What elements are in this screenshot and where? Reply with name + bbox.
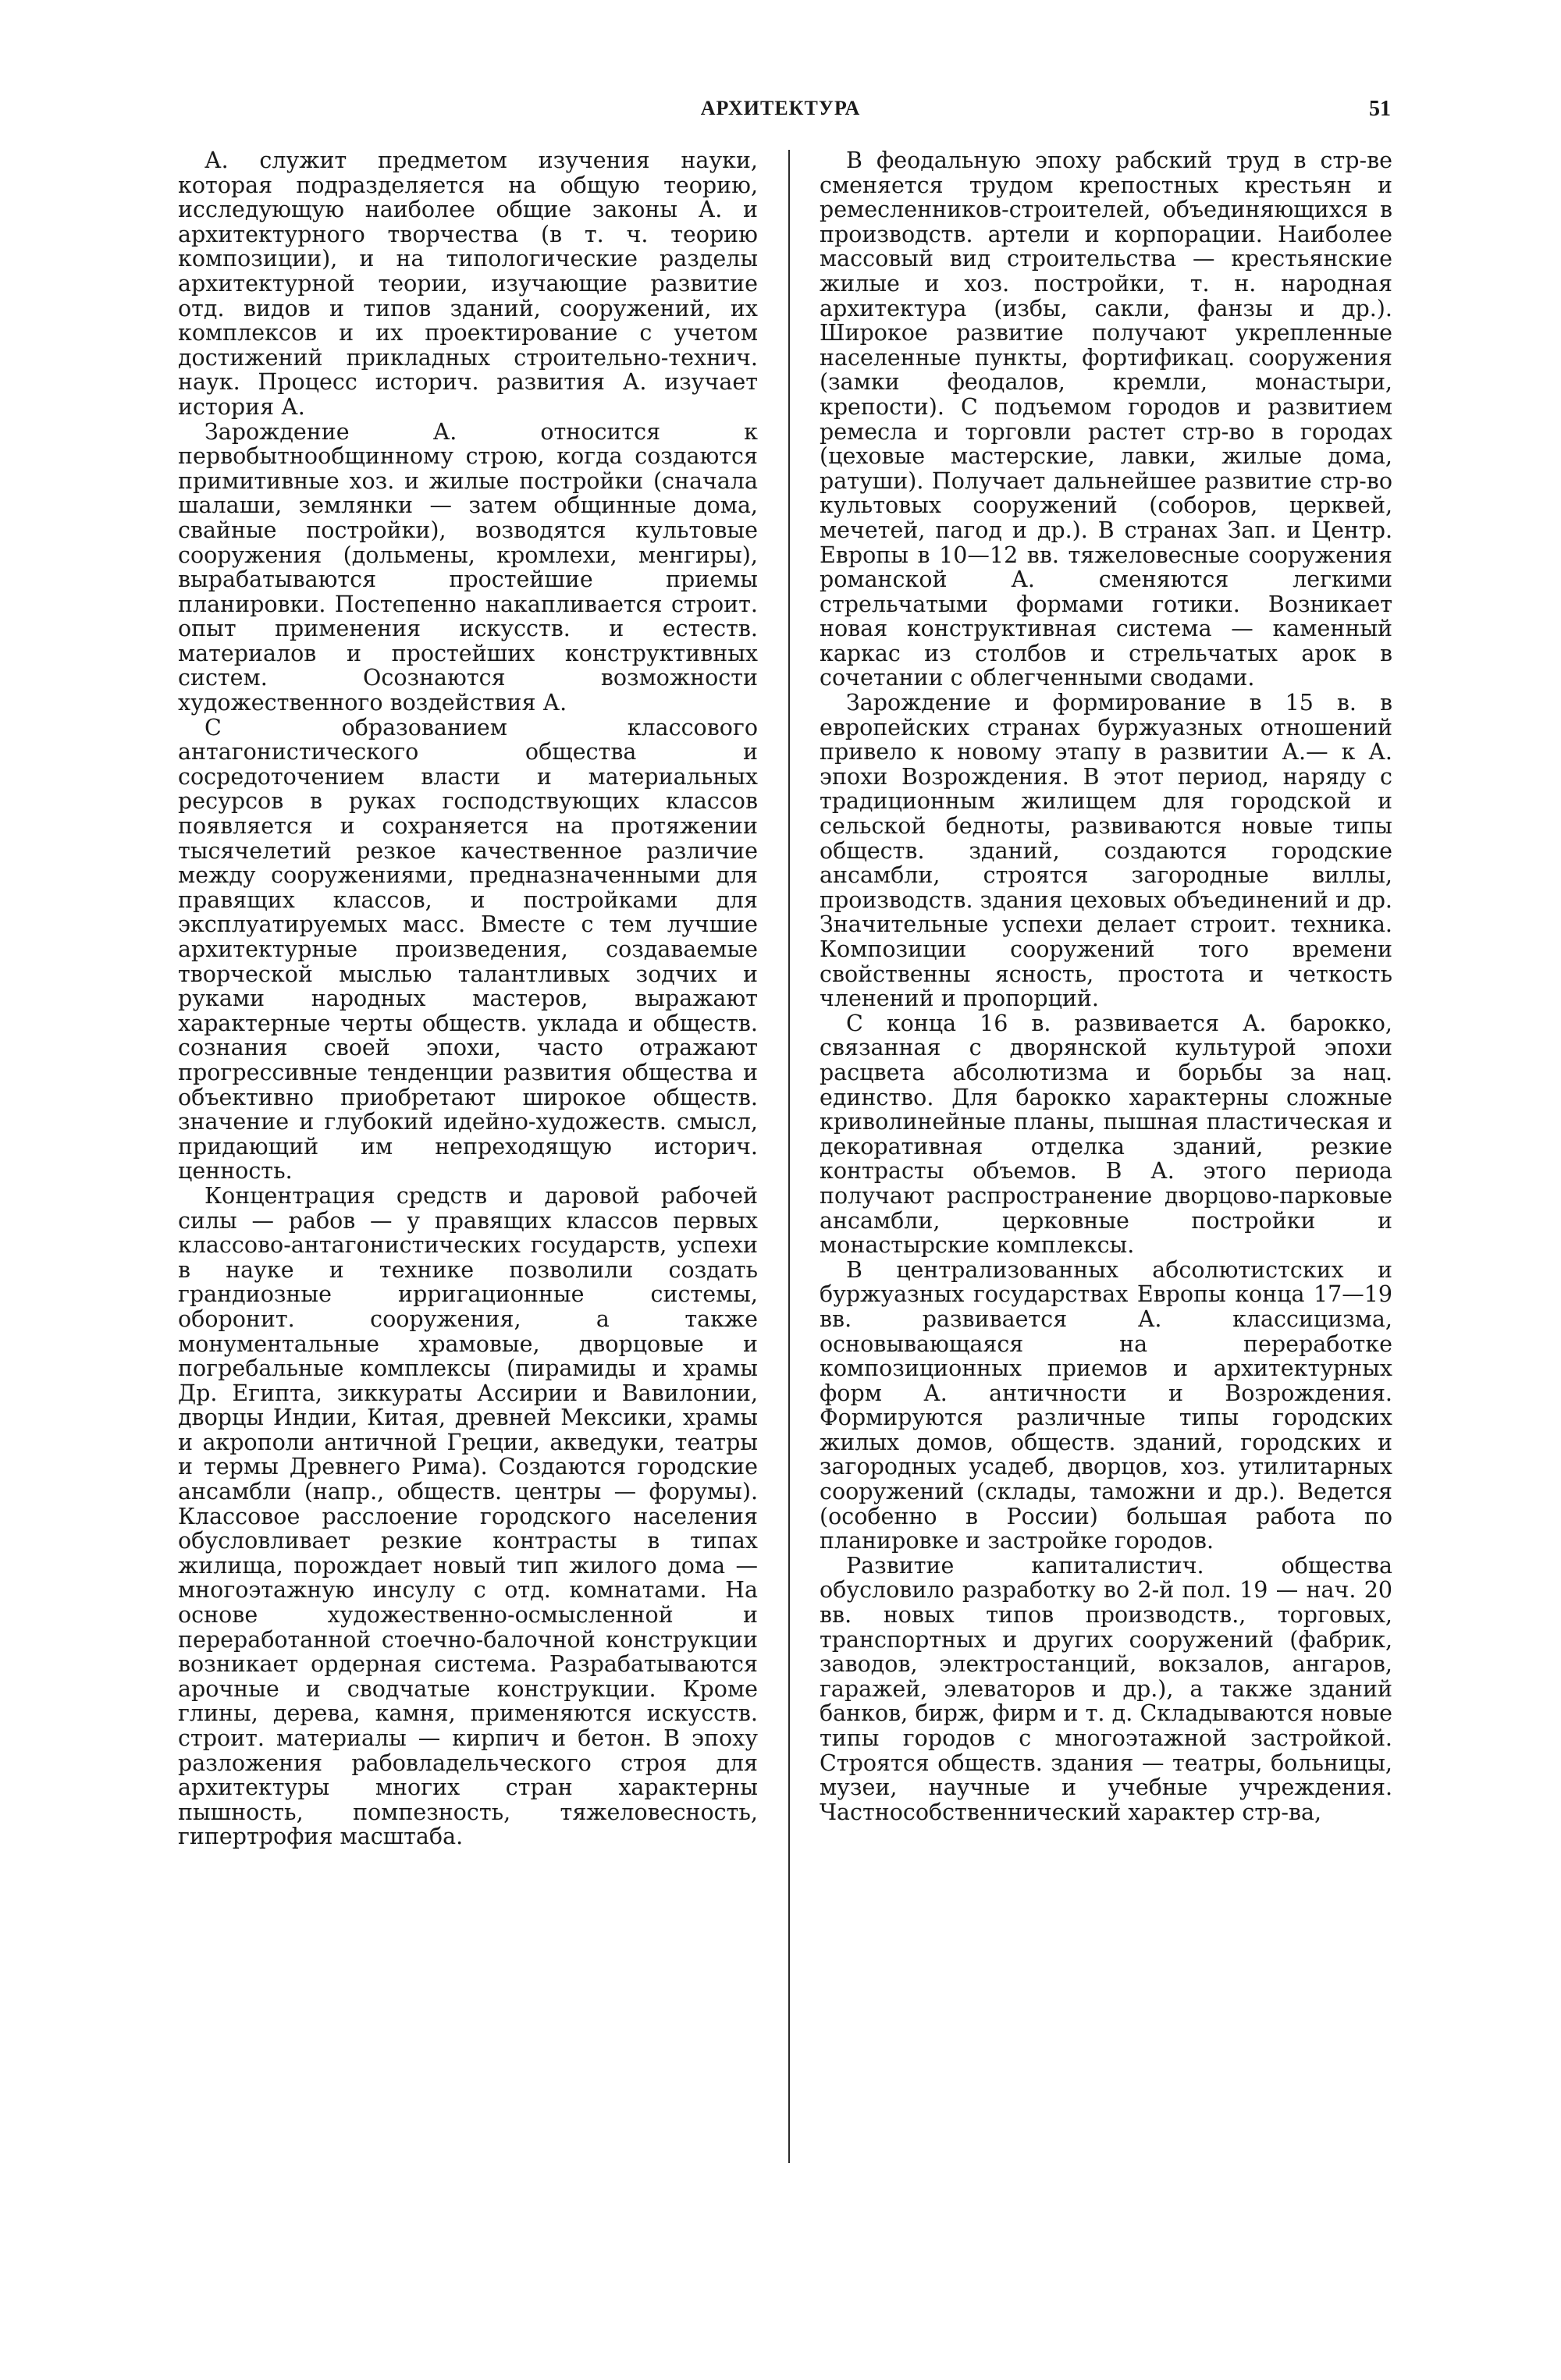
right-column [820, 148, 1392, 1824]
paragraph: Развитие капиталистич. общества обусловило разработку во 2-й пол. 19 — нач. 20 вв. новых типов производств., торговых, транспортных и других сооружений (фабрик, заводов, электростанций, вокзалов, ангаров, гаражей, элеваторов и др.), а также зданий банков, бирж, фирм и т. д. Складываются новые типы городов с многоэтажной застройкой. Строятся обществ. здания — театры, больницы, музеи, научные и учебные учреждения. Частнособственнический характер стр-ва, [820, 1552, 1392, 1825]
paragraph: С образованием классового антагонистического общества и сосредоточением власти и материальных ресурсов в руках господствующих классов появляется и сохраняется на протяжении тысячелетий резкое качественное различие между сооружениями, предназначенными для правящих классов, и постройками для эксплуатируемых масс. Вместе с тем лучшие архитектурные произведения, создаваемые творческой мыслью талантливых зодчих и руками народных мастеров, выражают характерные черты обществ. уклада и обществ. сознания своей эпохи, часто отражают прогрессивные тенденции развития общества и объективно приобретают широкое обществ. значение и глубокий идейно-художеств. смысл, придающий им непреходящую историч. ценность. [178, 714, 758, 1185]
paragraph: Концентрация средств и даровой рабочей силы — рабов — у правящих классов первых классово-антагонистических государств, успехи в науке и технике позволили создать грандиозные ирригационные системы, оборонит. сооружения, а также монументальные храмовые, дворцовые и погребальные комплексы (пирамиды и храмы Др. Египта, зиккураты Ассирии и Вавилонии, дворцы Индии, Китая, древней Мексики, храмы и акрополи античной Греции, акведуки, театры и термы Древнего Рима). Создаются городские ансамбли (напр., обществ. центры — форумы). Классовое расслоение городского населения обусловливает резкие контрасты в типах жилища, порождает новый тип жилого дома — многоэтажную инсулу с отд. комнатами. На основе художественно-осмысленной и переработанной стоечно-балочной конструкции возникает ордерная система. Разрабатываются арочные и сводчатые конструкции. Кроме глины, дерева, камня, применяются искусств. строит. материалы — кирпич и бетон. В эпоху разложения рабовладельческого строя для архитектуры многих стран характерны пышность, помпезность, тяжеловесность, гипертрофия масштаба. [178, 1182, 758, 1850]
running-head [0, 97, 1561, 136]
paragraph: Зарождение А. относится к первобытнообщинному строю, когда создаются примитивные хоз. и жилые постройки (сначала шалаши, землянки — затем общинные дома, свайные постройки), возводятся культовые сооружения (дольмены, кромлехи, менгиры), вырабатываются простейшие приемы планировки. Постепенно накапливается строит. опыт применения искусств. и естеств. материалов и простейших конструктивных систем. Осознаются возможности художественного воздействия А. [178, 418, 758, 716]
column-divider [788, 150, 790, 2163]
paragraph: В феодальную эпоху рабский труд в стр-ве сменяется трудом крепостных крестьян и ремесленников-строителей, объединяющихся в производств. артели и корпорации. Наиболее массовый вид строительства — крестьянские жилые и хоз. постройки, т. н. народная архитектура (избы, сакли, фанзы и др.). Широкое развитие получают укрепленные населенные пункты, фортификац. сооружения (замки феодалов, кремли, монастыри, крепости). С подъемом городов и развитием ремесла и торговли растет стр-во в городах (цеховые мастерские, лавки, жилые дома, ратуши). Получает дальнейшее развитие стр-во культовых сооружений (соборов, церквей, мечетей, пагод и др.). В странах Зап. и Центр. Европы в 10—12 вв. тяжеловесные сооружения романской А. сменяются легкими стрельчатыми формами готики. Возникает новая конструктивная система — каменный каркас из столбов и стрельчатых арок в сочетании с облегченными сводами. [820, 147, 1392, 691]
paragraph: С конца 16 в. развивается А. барокко, связанная с дворянской культурой эпохи расцвета абсолютизма и борьбы за нац. единство. Для барокко характерны сложные криволинейные планы, пышная пластическая и декоративная отделка зданий, резкие контрасты объемов. В А. этого периода получают распространение дворцово-парковые ансамбли, церковные постройки и монастырские комплексы. [820, 1010, 1392, 1259]
page-title: АРХИТЕКТУРА [700, 97, 861, 119]
paragraph: Зарождение и формирование в 15 в. в европейских странах буржуазных отношений привело к новому этапу в развитии А.— к А. эпохи Возрождения. В этот период, наряду с традиционным жилищем для городской и сельской бедноты, развиваются новые типы обществ. зданий, создаются городские ансамбли, строятся загородные виллы, производств. здания цеховых объединений и др. Значительные успехи делает строит. техника. Композиции сооружений того времени свойственны ясность, простота и четкость членений и пропорций. [820, 690, 1392, 1012]
paragraph: А. служит предметом изучения науки, которая подразделяется на общую теорию, исследующую наиболее общие законы А. и архитектурного творчества (в т. ч. теорию композиции), и на типологические разделы архитектурной теории, изучающие развитие отд. видов и типов зданий, сооружений, их комплексов и их проектирование с учетом достижений прикладных строительно-технич. наук. Процесс историч. развития А. изучает история А. [178, 147, 758, 420]
left-column [178, 148, 758, 1849]
paragraph: В централизованных абсолютистских и буржуазных государствах Европы конца 17—19 вв. развивается А. классицизма, основывающаяся на переработке композиционных приемов и архитектурных форм А. античности и Возрождения. Формируются различные типы городских жилых домов, обществ. зданий, городских и загородных усадеб, дворцов, хоз. утилитарных сооружений (склады, таможни и др.). Ведется (особенно в России) большая работа по планировке и застройке городов. [820, 1256, 1392, 1554]
page-number: 51 [1369, 97, 1391, 121]
